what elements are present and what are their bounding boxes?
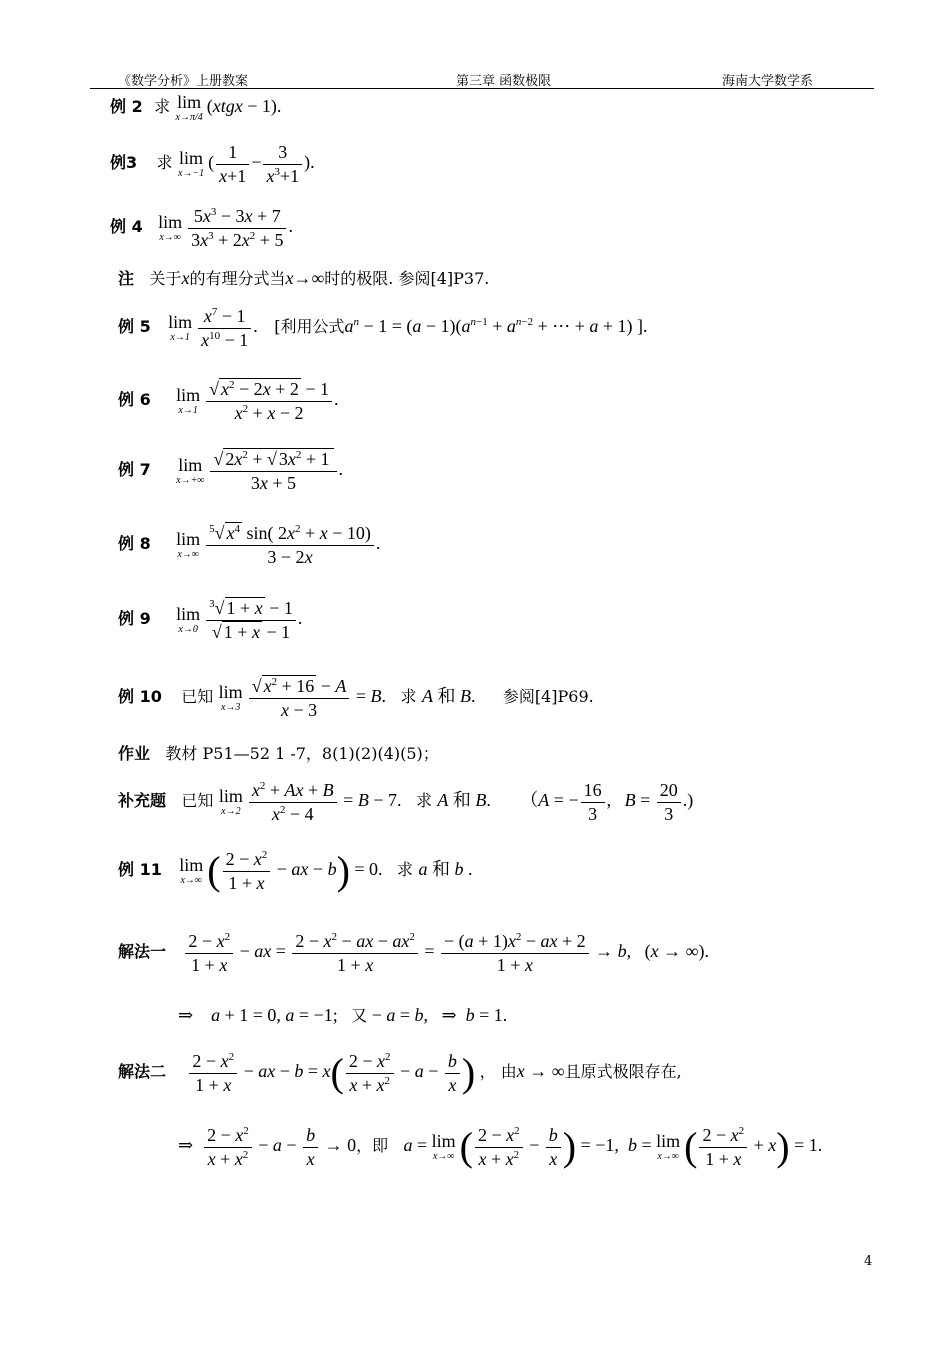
formula: lim x→∞ $\frac{5x^3 - 3x + 7}{3x^3 + 2x^2 + 5}$ . xyxy=(158,206,293,250)
note: 注 关于x的有理分式当x→∞时的极限. 参阅[4]P37. xyxy=(118,268,490,288)
example-5: 例 5 lim x→1 $\frac{x^7 - 1}{x^{10} - 1}$ . [利用公式$a^n - 1 = (a - 1)(a^{n-1} + a^{n-2}$ + ⋯ + a + 1) ]. xyxy=(118,306,648,350)
example-4: 例 4 lim x→∞ $\frac{5x^3 - 3x + 7}{3x^3 + 2x^2 + 5}$ . xyxy=(110,206,293,250)
example-10: 例 10 已知 lim x→3 $\frac{√ x^2 + 16 - A}{x - 3}$ = B. 求 A 和 B. 参阅[4]P69. xyxy=(118,676,594,720)
example-7: 例 7 lim x→+∞ $\frac{√ 2x^2 + √ 3x^2 + 1}{3x + 5}$ . xyxy=(118,449,344,493)
formula: $\frac{2 - x^2}{1 + x}$ − ax = $\frac{2 - x^2 - ax - ax^2}{1 + x}$ = $\frac{- (a + 1)x^2 - ax + 2}{1 + x}$ → b, (x → ∞). xyxy=(183,941,709,961)
formula: ⇒ $\frac{2 - x^2}{x + x^2}$ − a − $\frac{b}{x}$ → 0 xyxy=(178,1125,357,1169)
page-number: 4 xyxy=(864,1254,873,1269)
example-6: 例 6 lim x→1 $\frac{√ x^2 - 2x + 2 - 1}{x^2 + x - 2}$ . xyxy=(118,379,339,423)
formula: lim x→0 $\frac{^3√ 1 + x - 1}{√ 1 + x - 1}$ . xyxy=(176,598,303,642)
formula: lim x→π/4 (xtgx − 1). xyxy=(175,92,282,123)
formula: lim x→∞ ( $\frac{2 - x^2}{1 + x}$ − ax − b) = 0. xyxy=(179,848,388,893)
formula: lim x→∞ $\frac{^5√ x^4 \sin( 2x^2 + x - 10)}{3 - 2x}$ . xyxy=(176,523,381,567)
formula: lim x→2 $\frac{x^2 + Ax + B}{x^2 - 4}$ = B − 7. xyxy=(218,780,406,824)
header-left: 《数学分析》上册教案 xyxy=(118,74,249,89)
formula: $\frac{2 - x^2}{1 + x}$ − ax − b = x( $\frac{2 - x^2}{x + x^2}$ − a − $\frac{b}{x}$ ) xyxy=(187,1061,479,1081)
solution-2: 解法二 $\frac{2 - x^2}{1 + x}$ − ax − b = x( $\frac{2 - x^2}{x + x^2}$ − a − $\frac{b}{x}$ ) ， 由x → ∞且原式极限存在, xyxy=(118,1050,682,1095)
example-2: 例 2 求 lim x→π/4 (xtgx − 1). xyxy=(110,92,282,123)
solution-1-line-2: ⇒ a + 1 = 0, a = −1; 又 − a = b, ⇒ b = 1. xyxy=(178,1005,508,1025)
formula: lim x→+∞ $\frac{√ 2x^2 + √ 3x^2 + 1}{3x + 5}$ . xyxy=(176,449,344,493)
solution-1: 解法一 $\frac{2 - x^2}{1 + x}$ − ax = $\frac{2 - x^2 - ax - ax^2}{1 + x}$ = $\frac{- (a + 1)x^2 - ax + 2}{1 + x}$ → b, (x → ∞). xyxy=(118,931,709,975)
example-label: 例 2 xyxy=(110,97,143,117)
example-8: 例 8 lim x→∞ $\frac{^5√ x^4 \sin( 2x^2 + x - 10)}{3 - 2x}$ . xyxy=(118,523,381,567)
formula: lim x→3 $\frac{√ x^2 + 16 - A}{x - 3}$ = B. xyxy=(218,676,391,720)
example-9: 例 9 lim x→0 $\frac{^3√ 1 + x - 1}{√ 1 + x - 1}$ . xyxy=(118,598,303,642)
header-right: 海南大学数学系 xyxy=(722,74,814,89)
homework: 作业 教材 P51—52 1 -7，8(1)(2)(4)(5)； xyxy=(118,744,439,763)
solution-2-line-2: ⇒ $\frac{2 - x^2}{x + x^2}$ − a − $\frac{b}{x}$ → 0，即 a = lim x→∞ ( $\frac{2 - x^2}{x + x^2}$ − $\frac{b}{x}$ ) = −1, b = lim x→∞ ( $\frac{2 - x^2}{1 + x}$ + x) = 1. xyxy=(178,1124,823,1169)
header-rule xyxy=(90,88,874,89)
formula: lim x→1 $\frac{√ x^2 - 2x + 2 - 1}{x^2 + x - 2}$ . xyxy=(176,379,339,423)
header-center: 第三章 函数极限 xyxy=(456,74,552,89)
formula: lim x→−1 ( $\frac{1}{x+1}$ − $\frac{3}{x^3+1}$ ). xyxy=(177,142,315,186)
example-3: 例3 求 lim x→−1 ( $\frac{1}{x+1}$ − $\frac{3}{x^3+1}$ ). xyxy=(110,142,315,186)
example-11: 例 11 lim x→∞ ( $\frac{2 - x^2}{1 + x}$ − ax − b) = 0. 求 a 和 b . xyxy=(118,848,473,893)
supplementary: 补充题 已知 lim x→2 $\frac{x^2 + Ax + B}{x^2 - 4}$ = B − 7. 求 A 和 B. （A = − $\frac{16}{3}$ , B = $\frac{20}{3}$ .) xyxy=(118,780,694,824)
formula: lim x→1 $\frac{x^7 - 1}{x^{10} - 1}$ . xyxy=(168,306,263,350)
